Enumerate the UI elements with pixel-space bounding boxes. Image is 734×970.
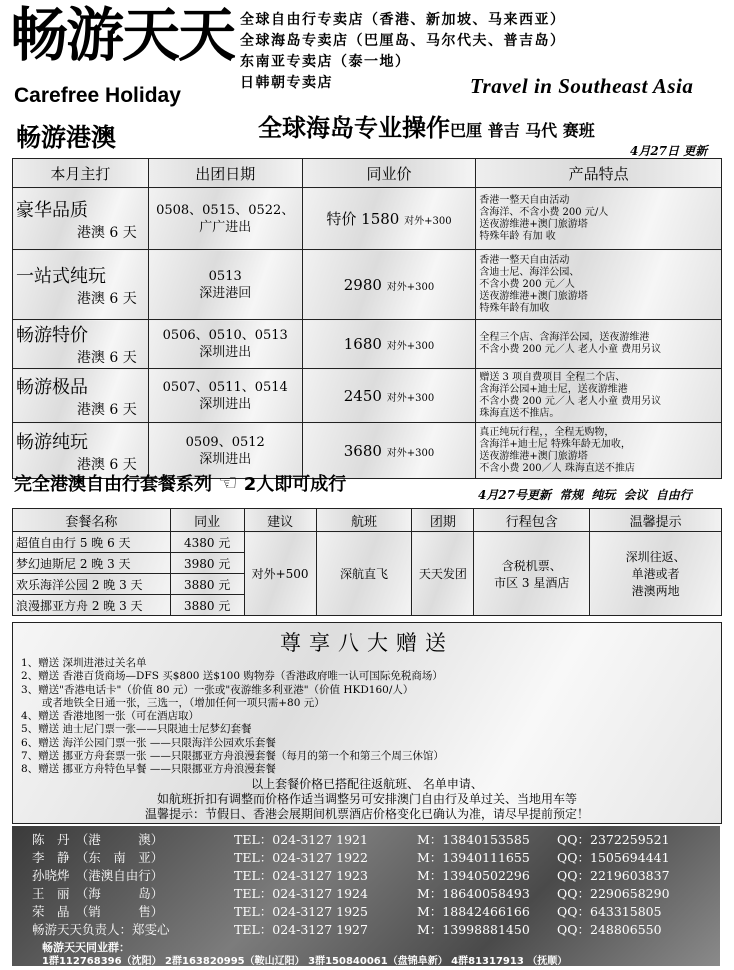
package-price: 3880 元	[170, 595, 244, 616]
contacts-panel	[12, 826, 720, 966]
contact-name: 李 静 （东 南 亚）	[32, 850, 164, 865]
column-header: 团期	[412, 509, 474, 532]
contact-qq: QQ：643315805	[557, 904, 662, 919]
column-header: 航班	[316, 509, 412, 532]
gift-item: 5、赠送 迪士尼门票一张——只限迪士尼梦幻套餐	[21, 723, 252, 736]
table-header-row	[13, 509, 722, 532]
product-name: 畅游极品	[16, 376, 88, 398]
product-name-cell	[13, 250, 149, 320]
gift-item: 4、赠送 香港地图一张（可在酒店取）	[21, 710, 200, 723]
departure-dates	[148, 250, 302, 320]
product-name-cell	[13, 188, 149, 250]
contact-tel: TEL：024-3127 1921	[234, 832, 368, 847]
date-line: 0506、0510、0513	[162, 328, 288, 343]
feature-line: 不含小费 200 元／人 老人小童 费用另议	[479, 395, 662, 407]
product-name: 畅游特价	[16, 325, 88, 346]
package-name: 梦幻迪斯尼 2 晚 3 天	[13, 553, 171, 574]
package-price: 3980 元	[170, 553, 244, 574]
column-header: 出团日期	[148, 159, 302, 188]
contact-mobile: M：18640058493	[417, 886, 530, 901]
column-header: 产品特点	[476, 159, 722, 188]
island-headline	[258, 108, 595, 143]
feature-line: 不含小费 200 元／人 老人小童 费用另议	[479, 344, 662, 355]
package-suggest: 对外+500	[244, 532, 316, 616]
date-line: 深进港回	[199, 285, 252, 301]
contact-qq: QQ：1505694441	[557, 850, 670, 865]
feature-line: 送夜游维港+澳门旅游塔	[479, 218, 588, 230]
includes-line: 含税机票、	[501, 558, 562, 573]
features-cell	[476, 423, 722, 479]
tips-line: 单港或者	[631, 567, 680, 581]
contact-name: 孙晓烨 （港澳自由行）	[32, 868, 164, 883]
table-header-row	[13, 159, 722, 188]
price-extra: 对外+300	[386, 447, 435, 459]
island-headline-main: 全球海岛专业操作	[258, 114, 450, 142]
section-subtitle: 畅游港澳	[16, 123, 117, 152]
gift-item: 7、赠送 挪亚方舟套票一张 ——只限挪亚方舟浪漫套餐（每月的第一个和第三个周三休馆）	[21, 750, 444, 763]
price-cell	[302, 188, 476, 250]
contact-tel: TEL：024-3127 1922	[234, 850, 368, 865]
contact-qq: QQ：2290658290	[557, 886, 670, 901]
gift-item: 8、赠送 挪亚方舟特色早餐 ——只限挪亚方舟浪漫套餐	[21, 763, 276, 776]
package-price: 3880 元	[170, 574, 244, 595]
contact-name: 畅游天天负责人：郑雯心	[32, 922, 170, 937]
package-includes	[474, 532, 590, 616]
contact-tel: TEL：024-3127 1925	[234, 904, 368, 919]
date-line: 深圳进出	[199, 451, 252, 467]
shop-line: 全球海岛专卖店（巴厘岛、马尔代夫、普吉岛）	[240, 33, 566, 49]
contact-mobile: M：13840153585	[417, 832, 530, 847]
pointing-hand-icon: ☜	[218, 471, 238, 496]
feature-line: 不含小费 200 元／人	[479, 278, 575, 290]
feature-line: 香港一整天自由活动	[479, 254, 570, 266]
package-name: 超值自由行 5 晚 6 天	[13, 532, 171, 553]
product-name: 畅游纯玩	[16, 431, 88, 453]
product-days: 港澳 6 天	[76, 224, 137, 241]
price-value: 1680	[343, 335, 382, 353]
groups-title: 畅游天天同业群：	[42, 941, 130, 954]
feature-line: 香港一整天自由活动	[479, 194, 570, 206]
shop-line: 东南亚专卖店（泰一地）	[240, 54, 411, 70]
column-header: 建议	[244, 509, 316, 532]
gift-item: 或者地铁全日通一张，三选一，（增加任何一项只需+80 元）	[21, 696, 325, 709]
product-days: 港澳 6 天	[76, 350, 137, 366]
contact-name: 陈 丹 （港 澳）	[32, 832, 164, 847]
feature-line: 真正纯玩行程，，全程无购物，	[479, 426, 615, 438]
feature-line: 全程三个店、含海洋公园，送夜游维港	[479, 332, 650, 343]
price-cell	[302, 369, 476, 423]
features-cell	[476, 320, 722, 369]
price-extra: 对外+300	[386, 392, 435, 404]
contact-tel: TEL：024-3127 1923	[234, 868, 368, 883]
contact-mobile: M：13998881450	[417, 922, 530, 937]
product-days: 港澳 6 天	[76, 456, 137, 473]
feature-line: 含海洋、不含小费 200 元/人	[479, 206, 609, 218]
package-name: 欢乐海洋公园 2 晚 3 天	[13, 574, 171, 595]
price-cell	[302, 320, 476, 369]
product-days: 港澳 6 天	[76, 401, 137, 418]
feature-line: 送夜游维港+澳门旅游塔	[479, 290, 588, 302]
departure-dates	[148, 188, 302, 250]
tips-line: 深圳往返、	[625, 550, 686, 564]
date-line: 0509、0512	[185, 434, 265, 450]
contact-mobile: M：18842466166	[417, 904, 530, 919]
date-line: 深圳进出	[199, 396, 252, 412]
feature-line: 送夜游维港+澳门旅游塔	[479, 450, 588, 462]
table-row	[13, 188, 722, 250]
series-update-note: 4月27号更新 常规 纯玩 会议 自由行	[478, 488, 692, 502]
date-line: 0513	[208, 268, 242, 284]
brand-title: 畅游天天	[10, 1, 235, 69]
contact-qq: QQ：2372259521	[557, 832, 670, 847]
gifts-title: 尊享八大赠送	[280, 631, 454, 655]
note-line: 以上套餐价格已搭配往返航班、 名单申请、	[251, 777, 483, 791]
contact-qq: QQ：2219603837	[557, 868, 670, 883]
price-cell	[302, 250, 476, 320]
gifts-box	[12, 622, 722, 824]
gift-item: 2、赠送 香港百货商场—DFS 买$800 送$100 购物券（香港政府唯一认可国际免税商场）	[21, 670, 443, 683]
contact-mobile: M：13940111655	[417, 850, 530, 865]
feature-line: 不含小费 200／人 珠海直送不推店	[479, 462, 635, 474]
features-cell	[476, 369, 722, 423]
island-headline-destinations: 巴厘 普吉 马代 赛班	[450, 121, 595, 140]
includes-line: 市区 3 星酒店	[494, 575, 570, 590]
gift-item: 1、赠送 深圳进港过关名单	[21, 657, 147, 669]
price-extra: 对外+300	[386, 281, 435, 293]
feature-line: 特殊年龄有加收	[479, 302, 550, 314]
series-title: 完全港澳自由行套餐系列	[14, 474, 212, 495]
product-days: 港澳 6 天	[76, 290, 137, 307]
brand-subtitle-en: Carefree Holiday	[14, 84, 181, 107]
feature-line: 含迪士尼、海洋公园、	[479, 266, 580, 278]
contact-name: 王 丽 （海 岛）	[32, 886, 164, 901]
gift-item: 3、赠送"香港电话卡"（价值 80 元）一张或"夜游维多利亚港"（价值 HKD160/人）	[21, 683, 414, 696]
column-header: 同业价	[302, 159, 476, 188]
date-line: 0507、0511、0514	[162, 379, 288, 395]
price-extra: 对外+300	[404, 216, 452, 227]
product-name-cell	[13, 369, 149, 423]
gifts-notes	[13, 777, 721, 822]
column-header: 温馨提示	[590, 509, 722, 532]
table-row	[13, 250, 722, 320]
feature-line: 含海洋公园+迪士尼，送夜游维港	[479, 383, 628, 395]
price-value: 2980	[343, 275, 382, 294]
main-product-table	[12, 158, 722, 479]
feature-line: 含海洋+迪士尼 特殊年龄无加收，	[479, 438, 631, 450]
feature-line: 珠海直送不推店。	[479, 407, 560, 419]
features-cell	[476, 188, 722, 250]
note-line: 如航班折扣有调整而价格作适当调整另可安排澳门自由行及单过关、当地用车等	[156, 792, 577, 806]
product-name: 一站式纯玩	[16, 265, 106, 287]
package-flight: 深航直飞	[316, 532, 412, 616]
date-line: 0508、0515、0522、	[156, 202, 295, 218]
contact-name: 荣 晶 （销 售）	[32, 904, 164, 919]
groups-list: 1群112768396（沈阳） 2群163820995（鞍山辽阳） 3群150840061（盘锦阜新） 4群81317913 （抚顺）	[42, 956, 568, 967]
column-header: 行程包含	[474, 509, 590, 532]
note-line: 温馨提示：节假日、香港会展期间机票酒店价格变化已确认为准，请尽早提前预定！	[144, 807, 589, 821]
shop-line: 全球自由行专卖店（香港、新加坡、马来西亚）	[240, 12, 566, 28]
price-value: 3680	[343, 441, 382, 460]
column-header: 本月主打	[13, 159, 149, 188]
travel-slogan: Travel in Southeast Asia	[470, 74, 694, 98]
package-name: 浪漫挪亚方舟 2 晚 3 天	[13, 595, 171, 616]
series-tagline: 2人即可成行	[243, 474, 347, 495]
table-row	[13, 320, 722, 369]
product-name: 豪华品质	[16, 199, 88, 221]
contact-tel: TEL：024-3127 1927	[234, 922, 368, 937]
package-tips	[590, 532, 722, 616]
feature-line: 赠送 3 项自费项目 全程二个店、	[479, 371, 626, 383]
price-extra: 对外+300	[386, 341, 435, 352]
table-row	[13, 369, 722, 423]
departure-dates	[148, 320, 302, 369]
package-schedule: 天天发团	[412, 532, 474, 616]
features-cell	[476, 250, 722, 320]
table-row	[13, 532, 722, 553]
column-header: 套餐名称	[13, 509, 171, 532]
date-line: 广广进出	[199, 219, 252, 235]
product-name-cell	[13, 320, 149, 369]
shop-line: 日韩朝专卖店	[240, 75, 333, 91]
date-line: 深圳进出	[199, 345, 252, 360]
feature-line: 特殊年龄 有加 收	[479, 230, 556, 242]
price-value: 特价 1580	[326, 210, 400, 228]
price-value: 2450	[343, 386, 382, 405]
departure-dates	[148, 369, 302, 423]
package-price: 4380 元	[170, 532, 244, 553]
tips-line: 港澳两地	[631, 584, 680, 598]
update-date: 4月27日 更新	[630, 144, 708, 158]
gift-item: 6、赠送 海洋公园门票一张 ——只限海洋公园欢乐套餐	[21, 736, 276, 749]
contact-mobile: M：13940502296	[417, 868, 530, 883]
column-header: 同业	[170, 509, 244, 532]
series-heading	[14, 470, 346, 496]
contact-tel: TEL：024-3127 1924	[234, 886, 368, 901]
gifts-list	[21, 657, 444, 777]
package-table	[12, 508, 722, 616]
contact-qq: QQ：248806550	[557, 922, 662, 937]
